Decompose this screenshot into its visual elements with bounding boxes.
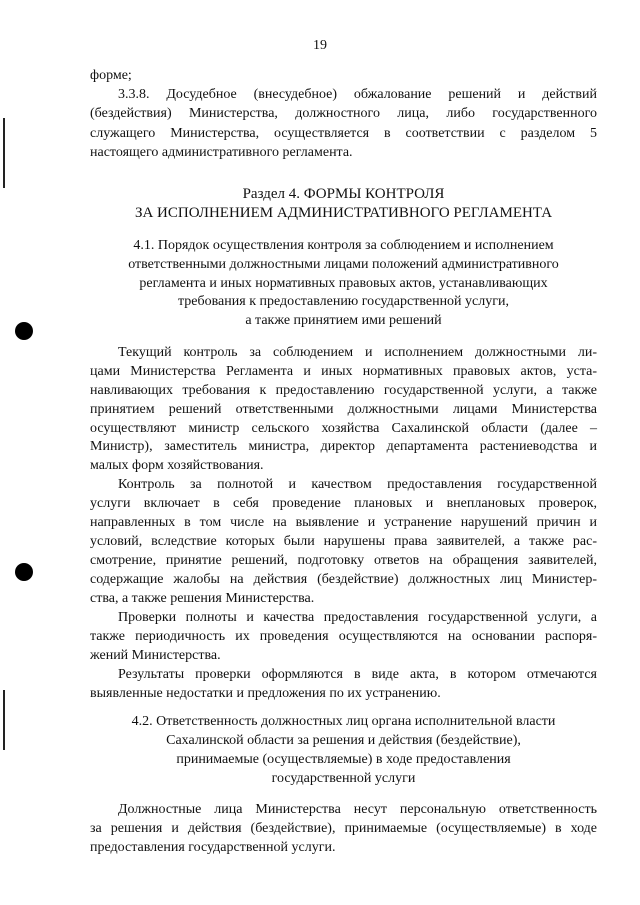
body-line: Должностные лица Министерства несут персональную ответственность — [118, 802, 597, 817]
body-line: условий, вследствие которых были нарушены права заявителей, а также рас- — [90, 534, 597, 549]
body-line: смотрение, принятие решений, подготовку ответов на обращения заявителей, — [90, 553, 597, 568]
punch-hole-mark — [15, 563, 33, 581]
body-line: также периодичность их проведения осуществляются на основании распоря- — [90, 629, 597, 644]
body-line: услуги включает в себя проведение плановых и внеплановых проверок, — [90, 496, 597, 511]
subsection-heading: 4.2. Ответственность должностных лиц органа исполнительной власти — [131, 714, 556, 729]
subsection-heading: государственной услуги — [271, 771, 416, 786]
body-line: за решения и действия (бездействие), принимаемые (осуществляемые) в ходе — [90, 821, 597, 836]
section-heading: ЗА ИСПОЛНЕНИЕМ АДМИНИСТРАТИВНОГО РЕГЛАМЕНТА — [134, 205, 553, 221]
body-line: жений Министерства. — [90, 648, 221, 663]
scan-edge-mark — [3, 690, 5, 750]
section-heading: Раздел 4. ФОРМЫ КОНТРОЛЯ — [242, 186, 445, 202]
body-line: принятием решений ответственными должностными лицами Министерства — [90, 402, 597, 417]
subsection-heading: Сахалинской области за решения и действия (бездействие), — [166, 733, 521, 748]
body-line: (бездействия) Министерства, должностного лица, либо государственного — [90, 106, 597, 121]
subsection-heading: принимаемые (осуществляемые) в ходе предоставления — [176, 752, 511, 767]
body-line: 3.3.8. Досудебное (внесудебное) обжалование решений и действий — [118, 87, 597, 102]
body-line: Текущий контроль за соблюдением и исполнением должностными ли- — [118, 345, 597, 360]
body-line: служащего Министерства, осуществляется в соответствии с разделом 5 — [90, 126, 597, 141]
body-line: Министр), заместитель министра, директор департамента растениеводства и — [90, 439, 597, 454]
subsection-heading: требования к предоставлению государственной услуги, — [178, 294, 509, 309]
subsection-heading: ответственными должностными лицами положений административного — [128, 257, 559, 272]
subsection-heading: 4.1. Порядок осуществления контроля за соблюдением и исполнением — [133, 238, 554, 253]
body-line: Контроль за полнотой и качеством предоставления государственной — [118, 477, 597, 492]
body-line: ства, а также решения Министерства. — [90, 591, 315, 606]
body-line: форме; — [90, 68, 132, 83]
body-line: осуществляют министр сельского хозяйства Сахалинской области (далее – — [90, 421, 597, 436]
page-number: 19 — [313, 38, 327, 53]
subsection-heading: регламента и иных нормативных правовых актов, устанавливающих — [139, 276, 548, 291]
body-line: Проверки полноты и качества предоставления государственной услуги, а — [118, 610, 597, 625]
scan-edge-mark — [3, 118, 5, 188]
body-line: малых форм хозяйствования. — [90, 458, 264, 473]
body-line: направленных в том числе на выявление и устранение нарушений причин и — [90, 515, 597, 530]
subsection-heading: а также принятием ими решений — [245, 313, 442, 328]
body-line: содержащие жалобы на действия (бездействие) должностных лиц Министер- — [90, 572, 597, 587]
body-line: выявленные недостатки и предложения по их устранению. — [90, 686, 441, 701]
body-line: предоставления государственной услуги. — [90, 840, 336, 855]
body-line: Результаты проверки оформляются в виде акта, в котором отмечаются — [118, 667, 597, 682]
punch-hole-mark — [15, 322, 33, 340]
body-line: навливающих требования к предоставлению государственной услуги, а также — [90, 383, 597, 398]
body-line: цами Министерства Регламента и иных нормативных правовых актов, уста- — [90, 364, 597, 379]
body-line: настоящего административного регламента. — [90, 145, 353, 160]
